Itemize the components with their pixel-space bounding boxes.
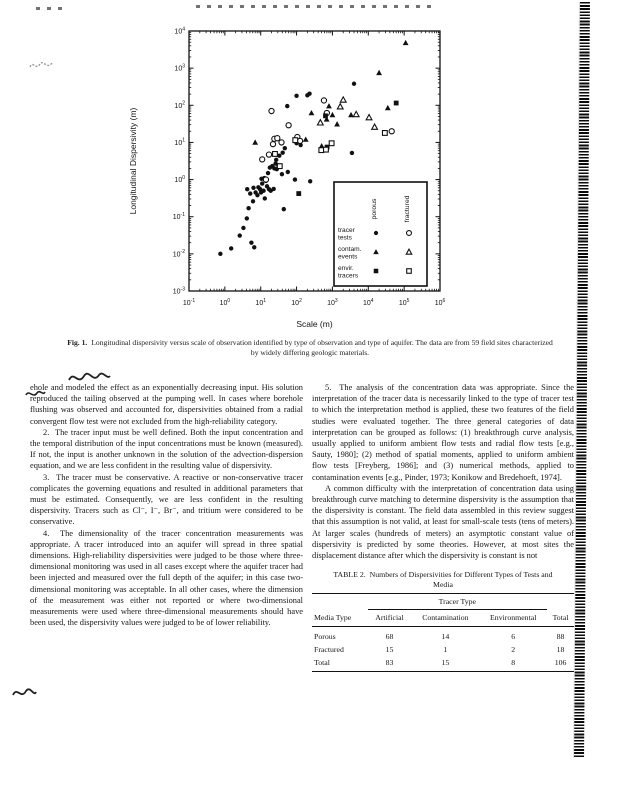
table-cell: 15	[385, 645, 394, 655]
data-point-circle-filled	[283, 146, 287, 150]
x-axis-title: Scale (m)	[296, 319, 333, 329]
data-point-triangle-filled	[326, 103, 332, 108]
table-cell: 8	[511, 658, 516, 668]
data-point-circle-open	[407, 231, 412, 236]
data-point-triangle-filled	[309, 110, 315, 115]
scan-noise-top	[196, 5, 436, 8]
x-tick-label: $10^3$	[327, 297, 338, 307]
data-point-square-open	[319, 148, 324, 153]
data-point-square-filled	[323, 113, 328, 118]
table-row	[312, 643, 574, 656]
table-column-header: Artificial	[368, 609, 412, 626]
figure-label: Fig. 1.	[67, 338, 88, 347]
data-point-circle-open	[266, 152, 271, 157]
data-point-triangle-open	[366, 114, 372, 119]
table-column-header: Environmental	[479, 609, 547, 626]
data-point-circle-open	[275, 136, 280, 141]
y-tick-label: $10^2$	[174, 100, 185, 110]
data-point-square-open	[407, 269, 412, 274]
figure-1-chart	[118, 24, 458, 354]
data-point-circle-filled	[286, 170, 290, 174]
legend-row-label: tests	[338, 234, 352, 242]
x-tick-label: $10^1$	[255, 297, 267, 307]
data-point-triangle-filled	[330, 112, 336, 117]
data-point-circle-filled	[294, 94, 298, 98]
table-cell: 83	[385, 658, 394, 668]
table-cell: 106	[554, 658, 567, 668]
data-point-square-filled	[374, 269, 379, 274]
table-cell: 15	[441, 658, 450, 668]
data-point-circle-filled	[274, 158, 278, 162]
data-point-circle-filled	[271, 187, 275, 191]
data-point-circle-filled	[251, 199, 255, 203]
y-tick-label: $10^3$	[174, 63, 185, 73]
x-tick-label: $10^{-1}$	[182, 297, 196, 307]
table-cell: 2	[511, 645, 516, 655]
data-point-circle-filled	[352, 82, 356, 86]
data-point-circle-open	[286, 123, 291, 128]
data-point-circle-filled	[249, 240, 253, 244]
data-point-circle-filled	[307, 92, 311, 96]
paragraph: ehole and modeled the effect as an exponentially decreasing input. His solution reproduced the tailing observed at the pumping well. In cases where borehole flushing was observed and accounted for, dispersivities obtained from a radial convergent flow test were not excluded from the high-reliability category.	[30, 383, 303, 426]
table-cell: Total	[314, 658, 330, 668]
data-point-square-filled	[296, 191, 301, 196]
data-point-circle-open	[279, 140, 284, 145]
data-point-circle-open	[270, 142, 275, 147]
figure-caption-text: Longitudinal dispersivity versus scale of observation identified by type of observation and type of aquifer. The data are from 59 field sites characterized by widely differing geologic materials.	[91, 338, 553, 357]
table-column-header: Media Type	[312, 609, 368, 626]
table-cell: 1	[443, 645, 448, 655]
data-point-circle-open	[389, 129, 394, 134]
data-point-circle-filled	[251, 186, 255, 190]
data-point-triangle-filled	[403, 40, 409, 45]
data-point-circle-filled	[246, 206, 250, 210]
legend-row-label: tracers	[338, 272, 359, 280]
data-point-circle-filled	[350, 151, 354, 155]
data-point-circle-filled	[238, 233, 242, 237]
data-point-square-open	[293, 138, 298, 143]
data-point-circle-open	[269, 108, 274, 113]
data-point-circle-filled	[252, 245, 256, 249]
legend-row-label: envir.	[338, 265, 354, 272]
data-point-circle-open	[263, 177, 268, 182]
data-point-circle-filled	[261, 189, 265, 193]
data-point-square-filled	[394, 101, 399, 106]
paragraph: A common difficulty with the interpretation of concentration data using breakthrough curve matching to determine dispersivity is the assumption that the dispersivity is constant. The field data assembled in this review suggest that this assumption is not valid, at least for small-scale tests (tens of meters). At larger scales (hundreds of meters) an asymptotic constant value of dispersivity is predicted by some theories. However, at most sites the displacement distance after which the dispersivity is constant is not	[312, 483, 574, 561]
y-tick-label: $10^{-2}$	[172, 249, 185, 259]
table-cell: 18	[556, 645, 565, 655]
x-tick-label: $10^0$	[219, 297, 231, 307]
data-point-triangle-filled	[334, 121, 340, 126]
data-point-triangle-open	[353, 111, 359, 116]
table-group-header: Tracer Type	[368, 594, 548, 609]
data-point-triangle-open	[317, 120, 323, 125]
data-point-triangle-filled	[385, 105, 391, 110]
data-point-circle-filled	[263, 196, 267, 200]
paragraph-item-5: 5. The analysis of the concentration data was appropriate. Since the interpretation of the tracer data is necessarily linked to the type of tracer test to which the interpretation method is applied, these two features of the field studies were evaluated together. The three general categories of data interpretation can be grouped as follows: (1) breakthrough curve analysis, usually applied to uniform ambient flow tests and radial flow tests [e.g., Sauty, 1980]; (2) method of spatial moments, applied to uniform ambient flow tests [Freyberg, 1986]; and (3) numerical methods, applied to contamination events [e.g., Pinder, 1973; Konikow and Bredehoeft, 1974].	[312, 383, 574, 482]
table-cell: 14	[441, 631, 450, 641]
data-point-circle-filled	[266, 171, 270, 175]
table-cell: Fractured	[314, 645, 344, 655]
y-tick-label: $10^{-1}$	[172, 212, 185, 222]
data-point-circle-filled	[241, 226, 245, 230]
data-point-circle-open	[321, 98, 326, 103]
table-column-header: Contamination	[411, 609, 479, 626]
left-column	[30, 382, 303, 628]
data-point-circle-filled	[245, 216, 249, 220]
table-cell: 6	[511, 631, 516, 641]
margin-annotation-strip	[574, 2, 590, 758]
legend-row-label: contam.	[338, 246, 362, 253]
scan-noise-top-left	[36, 7, 64, 10]
data-point-square-open	[329, 141, 334, 146]
table-cell: Porous	[314, 631, 336, 641]
table-column-header: Total	[547, 609, 574, 626]
data-point-circle-open	[297, 138, 302, 143]
table-row	[312, 656, 574, 672]
data-point-square-open	[273, 152, 278, 157]
legend-column-header: porous	[371, 198, 378, 220]
figure-1-caption	[66, 338, 554, 358]
data-point-circle-filled	[293, 177, 297, 181]
paragraph-item-2: 2. The tracer input must be well defined. Both the input concentration and the temporal distribution of the input concentrations must be known (measured). If not, the input is another unknown in the solution of the advection-dispersion equation, and we are less confident in the resulting value of dispersivity.	[30, 427, 303, 471]
y-tick-label: $10^1$	[174, 137, 185, 147]
margin-scribble	[10, 684, 38, 702]
y-tick-label: $10^0$	[174, 174, 185, 185]
table-cell: 68	[385, 631, 394, 641]
data-point-circle-filled	[255, 193, 259, 197]
data-point-circle-filled	[280, 172, 284, 176]
data-point-circle-filled	[374, 231, 378, 235]
data-point-circle-filled	[248, 191, 252, 195]
margin-scribble	[28, 58, 54, 74]
table-2-block	[312, 570, 574, 672]
table-2	[312, 593, 574, 672]
data-point-circle-filled	[280, 150, 284, 154]
x-tick-label: $10^5$	[398, 297, 410, 307]
data-point-square-open	[277, 164, 282, 169]
right-column	[312, 382, 574, 672]
data-point-square-open	[324, 147, 329, 152]
x-tick-label: $10^2$	[291, 297, 302, 307]
data-point-circle-filled	[308, 179, 312, 183]
data-point-triangle-open	[340, 97, 346, 102]
data-point-triangle-open	[372, 124, 378, 129]
data-point-circle-filled	[285, 104, 289, 108]
paragraph-item-3: 3. The tracer must be conservative. A reactive or non-conservative tracer complicates the governing equations and resulted in additional parameters that must be estimated. Consequently, we are less confident in the resulting dispersivity. Tracers such as Cl⁻, I⁻, Br⁻, and tritium were considered to be conservative.	[30, 472, 303, 527]
legend-row-label: events	[338, 253, 358, 261]
data-point-triangle-open	[337, 104, 343, 109]
data-point-circle-filled	[218, 252, 222, 256]
data-point-circle-filled	[229, 246, 233, 250]
table-2-caption: TABLE 2. Numbers of Dispersivities for Different Types of Tests and Media	[333, 570, 553, 589]
x-tick-label: $10^6$	[434, 297, 446, 307]
data-point-square-open	[382, 131, 387, 136]
data-point-circle-filled	[245, 187, 249, 191]
data-point-triangle-filled	[376, 70, 382, 75]
table-row	[312, 626, 574, 643]
legend-column-header: fractured	[404, 195, 411, 223]
data-point-triangle-filled	[252, 139, 258, 144]
data-point-circle-open	[260, 157, 265, 162]
table-cell: 88	[556, 631, 565, 641]
y-axis-title: Longitudinal Dispersivity (m)	[128, 107, 138, 215]
data-point-triangle-filled	[303, 136, 309, 141]
y-tick-label: $10^4$	[174, 26, 185, 36]
y-tick-label: $10^{-3}$	[172, 286, 185, 296]
x-tick-label: $10^4$	[362, 297, 374, 307]
data-point-circle-filled	[260, 181, 264, 185]
paragraph-item-4: 4. The dimensionality of the tracer concentration measurements was appropriate. A tracer introduced into an aquifer will spread in three spatial dimensions. High-reliability dispersivities were judged to be those where three-dimensional monitoring was used in all cases except where the aquifer tracer had been injected and measured over the full depth of the aquifer; in this case two-dimensional monitoring was acceptable. In all other cases, where the dimension of the measurement was either not reported or where two-dimensional measurements were used where three-dimensional measurements should have been used, the dispersivity values were judged to be of lower reliability.	[30, 528, 303, 628]
legend-row-label: tracer	[338, 227, 355, 234]
data-point-circle-filled	[282, 207, 286, 211]
